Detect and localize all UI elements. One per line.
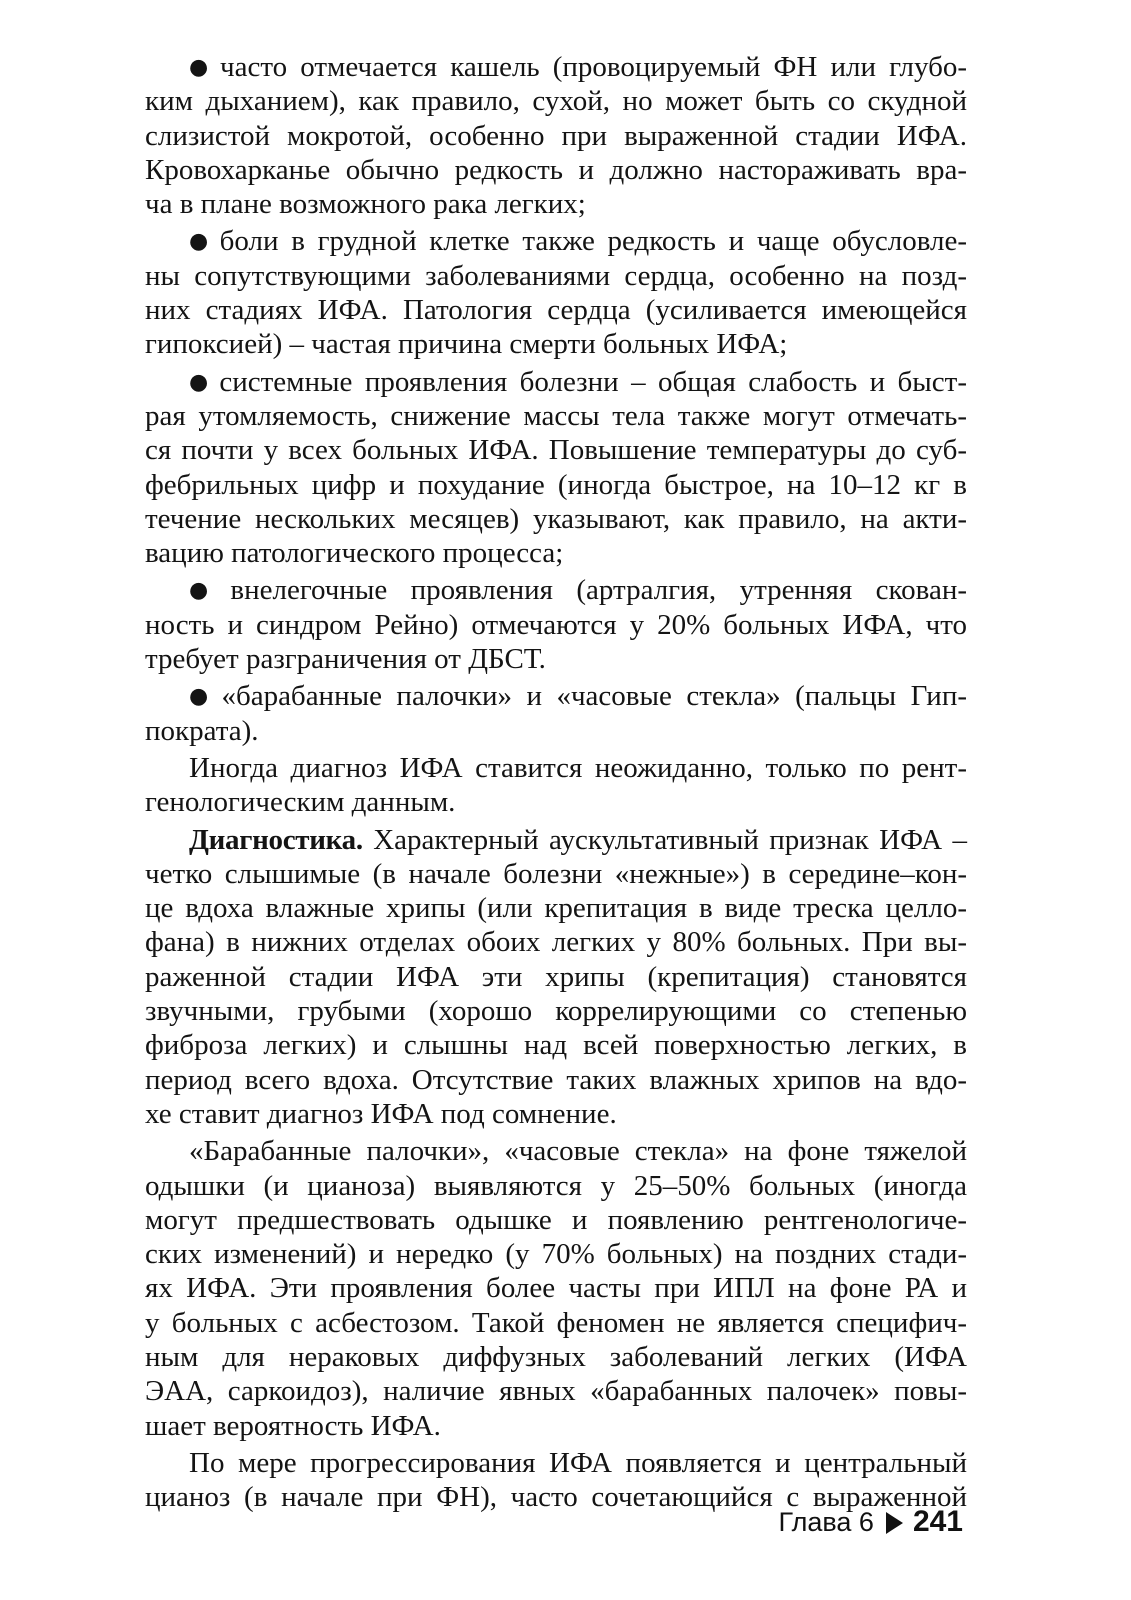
text-line	[145, 1409, 967, 1443]
paragraph	[145, 1134, 967, 1443]
text-line	[145, 1063, 967, 1097]
line-text: ча в плане возможного рака легких;	[145, 188, 586, 221]
paragraph	[145, 823, 967, 1132]
bullet-icon: ●	[189, 55, 215, 80]
line-text: Кровохарканье обычно редкость и должно настораживать вра-	[145, 153, 967, 186]
line-text: звучными, грубыми (хорошо коррелирующими со степенью	[145, 995, 967, 1028]
line-text: «барабанные палочки» и «часовые стекла» (пальцы Гип-	[221, 680, 967, 713]
text-line	[145, 573, 967, 607]
text-line	[145, 679, 967, 713]
bullet-item	[145, 365, 967, 571]
line-text: це вдоха влажные хрипы (или крепитация в виде треска целло-	[145, 892, 967, 925]
text-line	[145, 1237, 967, 1271]
text-line	[145, 994, 967, 1028]
line-text: цианоз (в начале при ФН), часто сочетающийся с выраженной	[145, 1481, 967, 1514]
line-text: ны сопутствующими заболеваниями сердца, особенно на позд-	[145, 259, 967, 292]
line-text: раженной стадии ИФА эти хрипы (крепитация) становятся	[145, 960, 967, 993]
line-text: гипоксией) – частая причина смерти больных ИФА;	[145, 328, 788, 361]
paragraph	[145, 751, 967, 820]
bullet-item	[145, 50, 967, 221]
line-text: боли в грудной клетке также редкость и чаще обусловле-	[219, 225, 967, 258]
text-line	[145, 468, 967, 502]
bullet-item	[145, 224, 967, 361]
section-run-in-heading: Диагностика.	[189, 823, 363, 856]
line-text: системные проявления болезни – общая слабость и быст-	[219, 365, 967, 398]
line-text: одышки (и цианоза) выявляются у 25–50% больных (иногда	[145, 1169, 967, 1202]
line-text: часто отмечается кашель (провоцируемый ФН или глубо-	[220, 51, 967, 83]
text-line	[145, 259, 967, 293]
bullet-item	[145, 679, 967, 748]
line-text: генологическим данным.	[145, 786, 456, 819]
text-line	[145, 224, 967, 258]
page-body	[145, 50, 967, 1514]
line-text: ских изменений) и нередко (у 70% больных) на поздних стади-	[145, 1238, 967, 1271]
line-text: «Барабанные палочки», «часовые стекла» на фоне тяжелой	[189, 1135, 967, 1168]
text-line	[145, 399, 967, 433]
bullet-icon: ●	[189, 229, 214, 255]
text-line	[145, 1203, 967, 1237]
line-text: могут предшествовать одышке и появлению рентгенологиче-	[145, 1203, 967, 1236]
text-line	[145, 1169, 967, 1203]
text-line	[145, 960, 967, 994]
line-text: четко слышимые (в начале болезни «нежные») в середине–кон-	[145, 857, 967, 890]
bullet-icon: ●	[189, 578, 225, 604]
text-line	[145, 50, 967, 84]
text-line	[145, 857, 967, 891]
right-triangle-icon	[886, 1512, 903, 1534]
line-text: внелегочные проявления (артралгия, утренняя скован-	[230, 574, 968, 607]
line-text: ность и синдром Рейно) отмечаются у 20% больных ИФА, что	[145, 608, 967, 641]
text-line	[145, 1306, 967, 1340]
line-text: фебрильных цифр и похудание (иногда быстрое, на 10–12 кг в	[145, 468, 967, 501]
text-line	[145, 925, 967, 959]
line-text: По мере прогрессирования ИФА появляется и центральный	[189, 1446, 967, 1479]
line-text: ным для нераковых диффузных заболеваний легких (ИФА	[145, 1340, 967, 1373]
text-line	[145, 714, 967, 748]
line-text: ЭАА, саркоидоз), наличие явных «барабанных палочек» повы-	[145, 1375, 967, 1408]
line-text: них стадиях ИФА. Патология сердца (усиливается имеющейся	[145, 294, 967, 327]
text-line	[145, 84, 967, 118]
line-text: ким дыханием), как правило, сухой, но может быть со скудной	[145, 85, 967, 118]
line-text: Характерный аускультативный признак ИФА –	[362, 823, 967, 856]
text-line	[145, 327, 967, 361]
text-line	[145, 1446, 967, 1480]
text-line	[145, 891, 967, 925]
line-text: ся почти у всех больных ИФА. Повышение температуры до суб-	[145, 434, 967, 467]
line-text: слизистой мокротой, особенно при выраженной стадии ИФА.	[145, 119, 967, 152]
text-line	[145, 502, 967, 536]
page-footer	[778, 1505, 963, 1539]
line-text: период всего вдоха. Отсутствие таких влажных хрипов на вдо-	[145, 1063, 967, 1096]
line-text: требует разграничения от ДБСТ.	[145, 643, 546, 676]
text-line	[145, 153, 967, 187]
line-text: фана) в нижних отделах обоих легких у 80% больных. При вы-	[145, 926, 967, 959]
line-text: пократа).	[145, 714, 259, 747]
text-line	[145, 823, 967, 857]
text-line	[145, 433, 967, 467]
line-text: течение нескольких месяцев) указывают, как правило, на акти-	[145, 502, 967, 535]
line-text: шает вероятность ИФА.	[145, 1409, 441, 1442]
page-number: 241	[912, 1505, 963, 1538]
text-line	[145, 536, 967, 570]
bullet-item	[145, 573, 967, 676]
text-line	[145, 293, 967, 327]
line-text: Иногда диагноз ИФА ставится неожиданно, только по рент-	[189, 751, 967, 784]
text-line	[145, 1134, 967, 1168]
text-line	[145, 642, 967, 676]
bullet-icon: ●	[189, 684, 216, 710]
line-text: ях ИФА. Эти проявления более часты при ИПЛ на фоне РА и	[145, 1272, 967, 1305]
line-text: у больных с асбестозом. Такой феномен не является специфич-	[145, 1306, 967, 1339]
text-line	[145, 119, 967, 153]
text-line	[145, 1097, 967, 1131]
text-line	[145, 785, 967, 819]
line-text: вацию патологического процесса;	[145, 537, 564, 570]
text-line	[145, 1340, 967, 1374]
text-line	[145, 1028, 967, 1062]
text-line	[145, 751, 967, 785]
text-line	[145, 1374, 967, 1408]
chapter-label: Глава 6	[778, 1507, 874, 1537]
text-line	[145, 365, 967, 399]
text-line	[145, 1271, 967, 1305]
text-line	[145, 608, 967, 642]
text-line	[145, 187, 967, 221]
line-text: фиброза легких) и слышны над всей поверхностью легких, в	[145, 1029, 967, 1062]
bullet-icon: ●	[189, 369, 214, 395]
line-text: рая утомляемость, снижение массы тела также могут отмечать-	[145, 399, 967, 432]
line-text: хе ставит диагноз ИФА под сомнение.	[145, 1097, 617, 1130]
